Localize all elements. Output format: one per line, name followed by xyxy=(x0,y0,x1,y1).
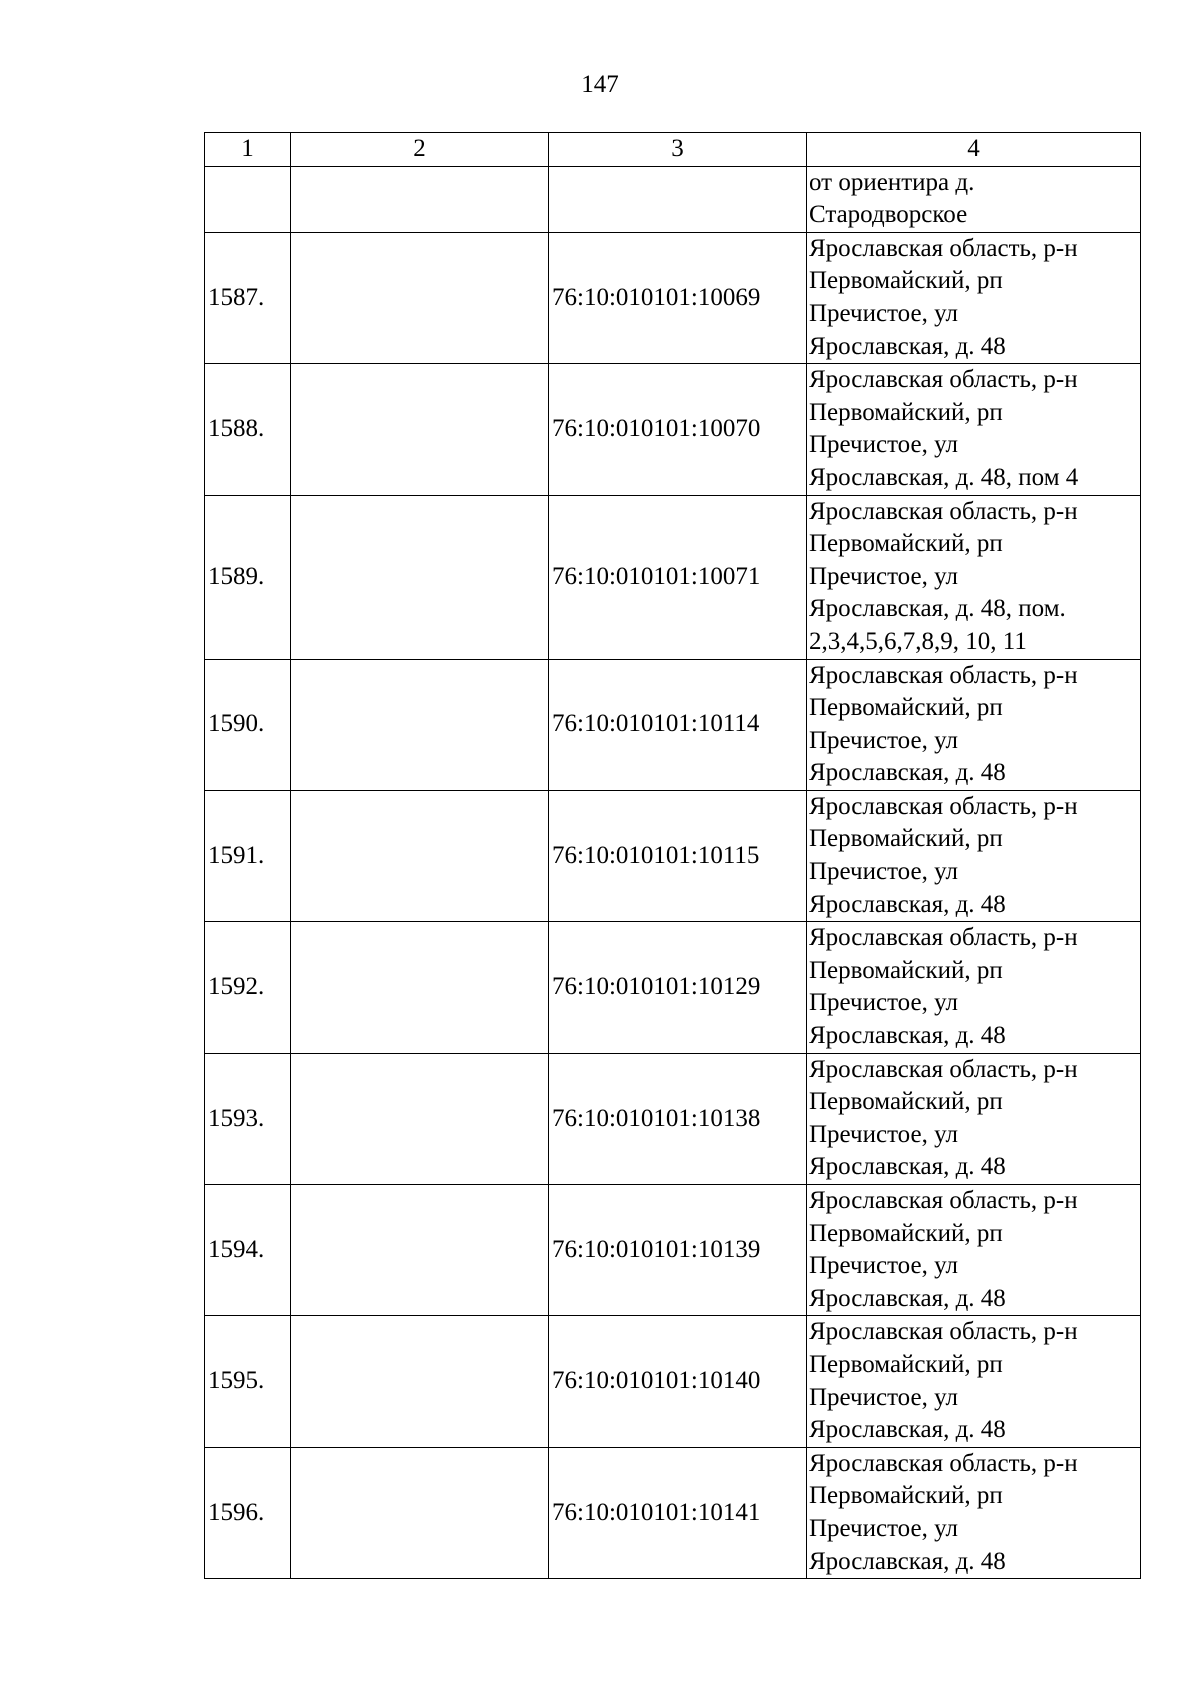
cadastral-number: 76:10:010101:10129 xyxy=(549,922,807,1053)
address xyxy=(807,495,1141,659)
cadastral-number xyxy=(549,166,807,232)
cadastral-number: 76:10:010101:10070 xyxy=(549,364,807,495)
address-line: Первомайский, рп xyxy=(809,1482,1003,1510)
cadastral-number: 76:10:010101:10069 xyxy=(549,232,807,363)
row-col-2 xyxy=(291,232,549,363)
address-line: Ярославская область, р-н xyxy=(809,924,1078,952)
address-line: Ярославская область, р-н xyxy=(809,234,1078,262)
table-row xyxy=(205,1185,1141,1316)
address-line: Ярославская область, р-н xyxy=(809,792,1078,820)
row-col-2 xyxy=(291,1185,549,1316)
address-line: Первомайский, рп xyxy=(809,956,1003,984)
address-line: Пречистое, ул xyxy=(809,1383,958,1411)
address-line: Ярославская, д. 48 xyxy=(809,759,1006,787)
cadastral-number: 76:10:010101:10139 xyxy=(549,1185,807,1316)
table-row xyxy=(205,232,1141,363)
address-line: Первомайский, рп xyxy=(809,694,1003,722)
address-line: Ярославская, д. 48 xyxy=(809,890,1006,918)
table-row xyxy=(205,166,1141,232)
address-line: Ярославская, д. 48 xyxy=(809,1284,1006,1312)
address-line: от ориентира д. xyxy=(809,168,975,196)
page-number: 147 xyxy=(581,71,619,98)
table-row xyxy=(205,1447,1141,1578)
address-line: Пречистое, ул xyxy=(809,1514,958,1542)
address-line: Первомайский, рп xyxy=(809,398,1003,426)
address-line: Пречистое, ул xyxy=(809,431,958,459)
row-number: 1592. xyxy=(205,922,291,1053)
address xyxy=(807,166,1141,232)
row-col-2 xyxy=(291,1316,549,1447)
address-line: Ярославская область, р-н xyxy=(809,366,1078,394)
address xyxy=(807,1316,1141,1447)
address xyxy=(807,1447,1141,1578)
address-line: Пречистое, ул xyxy=(809,1120,958,1148)
row-number: 1589. xyxy=(205,495,291,659)
address xyxy=(807,364,1141,495)
registry-table xyxy=(204,132,1141,1579)
address-line: Пречистое, ул xyxy=(809,726,958,754)
table-row xyxy=(205,1053,1141,1184)
row-number: 1595. xyxy=(205,1316,291,1447)
address-line: Ярославская, д. 48 xyxy=(809,1547,1006,1575)
table-row xyxy=(205,495,1141,659)
cadastral-number: 76:10:010101:10140 xyxy=(549,1316,807,1447)
row-number: 1591. xyxy=(205,790,291,921)
address xyxy=(807,1053,1141,1184)
address xyxy=(807,659,1141,790)
address xyxy=(807,790,1141,921)
address-line: Ярославская область, р-н xyxy=(809,1187,1078,1214)
address-line: Ярославская область, р-н xyxy=(809,1449,1078,1477)
row-number: 1588. xyxy=(205,364,291,495)
row-col-2 xyxy=(291,364,549,495)
row-number: 1590. xyxy=(205,659,291,790)
cadastral-number: 76:10:010101:10114 xyxy=(549,659,807,790)
address-line: Ярославская, д. 48, пом. xyxy=(809,595,1066,623)
address-line: Ярославская, д. 48 xyxy=(809,1153,1006,1181)
address-line: Первомайский, рп xyxy=(809,1350,1003,1378)
address-line: Ярославская, д. 48 xyxy=(809,1022,1006,1050)
cadastral-number: 76:10:010101:10115 xyxy=(549,790,807,921)
row-col-2 xyxy=(291,495,549,659)
address xyxy=(807,1185,1141,1316)
row-number: 1593. xyxy=(205,1053,291,1184)
address-line: Пречистое, ул xyxy=(809,299,958,327)
address-line: Пречистое, ул xyxy=(809,989,958,1017)
address-line: Ярославская область, р-н xyxy=(809,661,1078,689)
address-line: Первомайский, рп xyxy=(809,1088,1003,1116)
header-col-4: 4 xyxy=(807,133,1141,167)
address-line: Первомайский, рп xyxy=(809,267,1003,295)
address-line: Первомайский, рп xyxy=(809,530,1003,558)
header-col-3: 3 xyxy=(549,133,807,167)
address-line: Пречистое, ул xyxy=(809,562,958,590)
header-row xyxy=(205,133,1141,167)
row-number: 1587. xyxy=(205,232,291,363)
address-line: Первомайский, рп xyxy=(809,1219,1003,1247)
address-line: Стародворское xyxy=(809,201,968,229)
table-body xyxy=(205,166,1141,1579)
header-col-1: 1 xyxy=(205,133,291,167)
address-line: Ярославская, д. 48 xyxy=(809,1416,1006,1444)
row-col-2 xyxy=(291,790,549,921)
row-col-2 xyxy=(291,166,549,232)
header-col-2: 2 xyxy=(291,133,549,167)
row-number xyxy=(205,166,291,232)
address-line: Ярославская область, р-н xyxy=(809,497,1078,525)
table-row xyxy=(205,1316,1141,1447)
address-line: Первомайский, рп xyxy=(809,825,1003,853)
table-row xyxy=(205,659,1141,790)
table-header xyxy=(205,133,1141,167)
address-line: Ярославская, д. 48, пом 4 xyxy=(809,463,1079,491)
address-line: Ярославская область, р-н xyxy=(809,1055,1078,1083)
row-col-2 xyxy=(291,1053,549,1184)
row-number: 1596. xyxy=(205,1447,291,1578)
row-col-2 xyxy=(291,659,549,790)
address xyxy=(807,922,1141,1053)
row-col-2 xyxy=(291,922,549,1053)
address-line: Ярославская область, р-н xyxy=(809,1318,1078,1346)
table-row xyxy=(205,364,1141,495)
cadastral-number: 76:10:010101:10141 xyxy=(549,1447,807,1578)
address-line: 2,3,4,5,6,7,8,9, 10, 11 xyxy=(809,627,1027,655)
address xyxy=(807,232,1141,363)
address-line: Ярославская, д. 48 xyxy=(809,332,1006,360)
cadastral-number: 76:10:010101:10138 xyxy=(549,1053,807,1184)
address-line: Пречистое, ул xyxy=(809,858,958,886)
row-col-2 xyxy=(291,1447,549,1578)
table-row xyxy=(205,922,1141,1053)
address-line: Пречистое, ул xyxy=(809,1252,958,1280)
row-number: 1594. xyxy=(205,1185,291,1316)
table-row xyxy=(205,790,1141,921)
cadastral-number: 76:10:010101:10071 xyxy=(549,495,807,659)
